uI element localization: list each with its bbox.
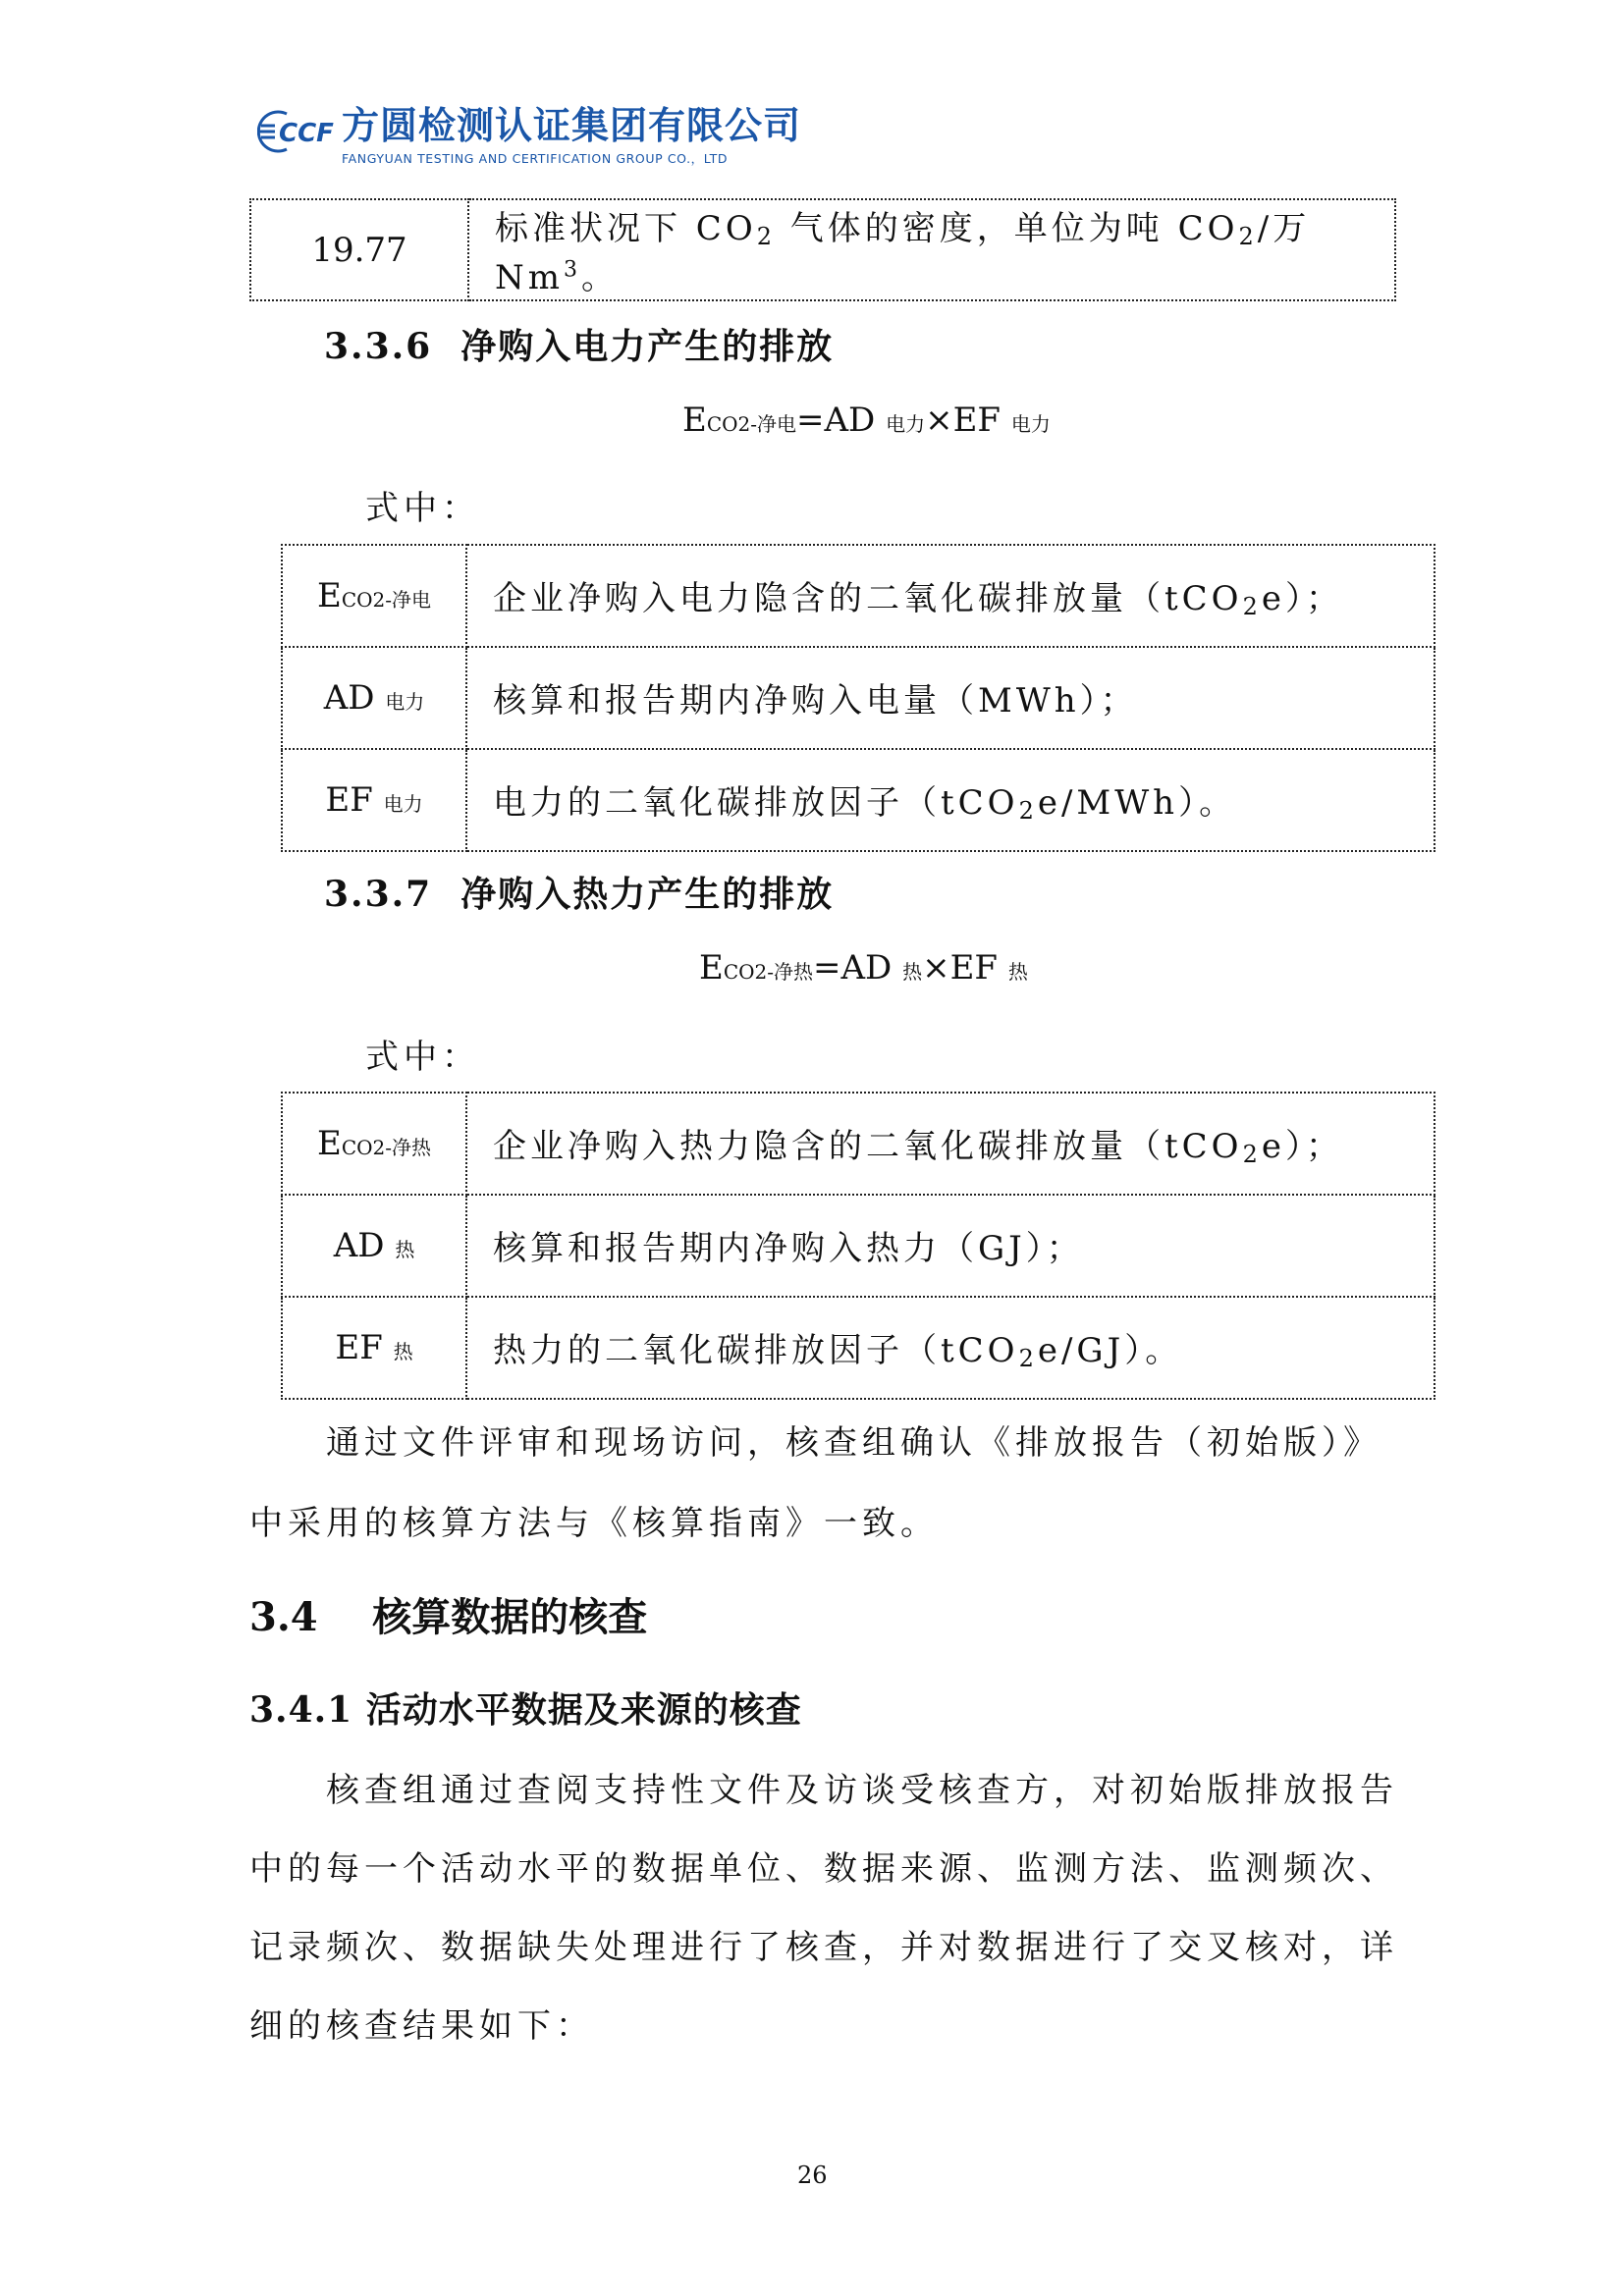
table-row: [282, 1093, 1435, 1195]
table-desc: 电力的二氧化碳排放因子（tCO2e/MWh）。: [466, 749, 1435, 851]
section-heading-34: 3.4 核算数据的核查: [249, 1594, 648, 1640]
table-key: ECO2-净热: [282, 1093, 466, 1195]
table-key: AD 热: [282, 1195, 466, 1297]
table-row: [282, 647, 1435, 749]
conclusion-line-1: 通过文件评审和现场访问，核查组确认《排放报告（初始版）》: [326, 1423, 1381, 1463]
body-line-1: 核查组通过查阅支持性文件及访谈受核查方，对初始版排放报告: [326, 1771, 1398, 1810]
formula-heat: ECO2-净热=AD 热×EF 热: [699, 948, 1028, 988]
page-number: 26: [797, 2162, 828, 2189]
conclusion-line-2: 中采用的核算方法与《核算指南》一致。: [249, 1504, 939, 1543]
table-key: EF 热: [282, 1297, 466, 1399]
logo-mark-text: CCF: [279, 119, 334, 148]
table-desc: 标准状况下 CO2 气体的密度，单位为吨 CO2/万 Nm$^3$。: [468, 199, 1395, 300]
table-desc: 企业净购入热力隐含的二氧化碳排放量（tCO2e）；: [466, 1093, 1435, 1195]
heat-variables-table: [281, 1092, 1435, 1400]
table-row: [282, 545, 1435, 647]
table-row: [282, 749, 1435, 851]
formula-electricity: ECO2-净电=AD 电力×EF 电力: [682, 400, 1051, 440]
section-heading-341: 3.4.1 活动水平数据及来源的核查: [249, 1689, 802, 1731]
density-table: [249, 198, 1396, 301]
where-label-337: 式中：: [365, 1038, 480, 1077]
body-line-2: 中的每一个活动水平的数据单位、数据来源、监测方法、监测频次、: [249, 1849, 1398, 1889]
table-desc: 企业净购入电力隐含的二氧化碳排放量（tCO2e）；: [466, 545, 1435, 647]
where-label-336: 式中：: [365, 489, 480, 528]
section-heading-336: 3.3.6 净购入电力产生的排放: [324, 326, 835, 367]
body-line-4: 细的核查结果如下：: [249, 2006, 594, 2046]
table-desc: 热力的二氧化碳排放因子（tCO2e/GJ）。: [466, 1297, 1435, 1399]
company-logo: [257, 104, 802, 167]
company-name-en: FANGYUAN TESTING AND CERTIFICATION GROUP CO.，LTD: [342, 151, 729, 166]
table-key: 19.77: [250, 199, 468, 300]
company-name-cn: 方圆检测认证集团有限公司: [342, 104, 802, 147]
table-row: [282, 1297, 1435, 1399]
table-row: [250, 199, 1395, 300]
table-key: ECO2-净电: [282, 545, 466, 647]
table-row: [282, 1195, 1435, 1297]
body-line-3: 记录频次、数据缺失处理进行了核查，并对数据进行了交叉核对，详: [249, 1928, 1398, 1967]
table-desc: 核算和报告期内净购入电量（MWh）；: [466, 647, 1435, 749]
section-heading-337: 3.3.7 净购入热力产生的排放: [324, 874, 835, 915]
table-key: AD 电力: [282, 647, 466, 749]
table-key: EF 电力: [282, 749, 466, 851]
ccf-logo-icon: [257, 106, 340, 157]
table-desc: 核算和报告期内净购入热力（GJ）；: [466, 1195, 1435, 1297]
electricity-variables-table: [281, 544, 1435, 852]
